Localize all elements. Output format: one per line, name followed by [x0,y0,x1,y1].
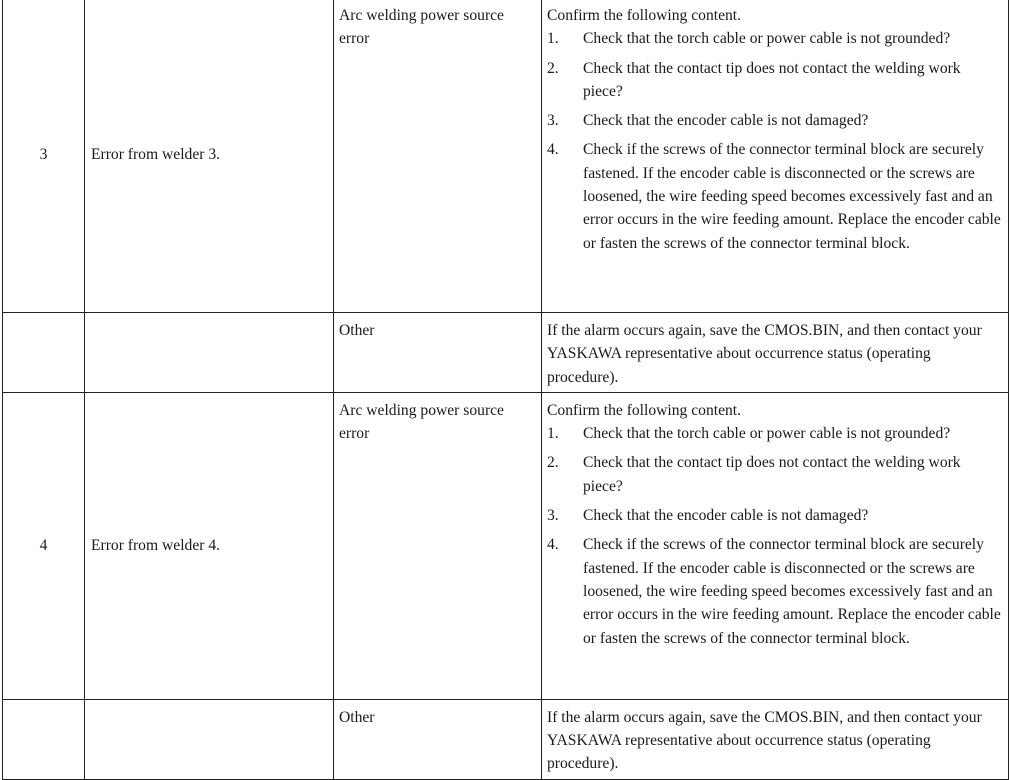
cause-text: Other [339,708,375,726]
check-item [547,422,1002,445]
table-row [3,313,1009,393]
check-number: 4. [547,141,559,159]
table-row [3,699,1009,779]
check-text: Check if the screws of the connector terminal block are securely fastened. If the encoder cable is disconnected or the screws are loosened, the wire feeding speed becomes excessively fast and an error occurs in the wire feeding amount. Replace the encoder cable or fasten the screws of the connector terminal block. [583,536,1001,647]
cause-text: Other [339,322,375,339]
check-number: 4. [547,536,559,554]
remedy-cell [542,313,1009,393]
cause-text: Arc welding power source error [339,7,504,48]
remedy-intro: Confirm the following content. [547,7,742,24]
check-number: 1. [547,30,559,48]
remedy-check-list [547,27,1002,255]
check-text: Check that the contact tip does not contact the welding work piece? [583,59,961,100]
sub-code-cell [3,0,85,313]
cause-cell [334,0,542,313]
table-row [3,392,1009,699]
empty-cell [3,313,85,393]
sub-code: 4 [39,537,48,555]
check-number: 2. [547,454,559,472]
check-number: 2. [547,59,559,77]
empty-cell [85,313,334,393]
check-text: Check that the encoder cable is not damaged? [583,112,869,130]
check-text: Check that the torch cable or power cable is not grounded? [583,425,951,443]
check-text: Check that the torch cable or power cable is not grounded? [583,30,951,48]
remedy-text: If the alarm occurs again, save the CMOS.BIN, and then contact your YASKAWA representative about occurrence status (operating procedure). [547,708,982,773]
check-item [547,109,1002,132]
remedy-intro: Confirm the following content. [547,401,742,419]
empty-cell [3,699,85,779]
remedy-check-list [547,422,1002,650]
sub-code: 3 [39,146,48,164]
check-text: Check that the contact tip does not contact the welding work piece? [583,454,961,495]
check-text: Check if the screws of the connector terminal block are securely fastened. If the encoder cable is disconnected or the screws are loosened, the wire feeding speed becomes excessively fast and an error occurs in the wire feeding amount. Replace the encoder cable or fasten the screws of the connector terminal block. [583,141,1001,252]
remedy-cell [542,0,1009,313]
sub-code-cell [3,392,85,699]
check-number: 3. [547,112,559,130]
remedy-cell [542,392,1009,699]
check-item [547,533,1002,649]
check-item [547,27,1002,50]
meaning-text: Error from welder 3. [91,146,221,164]
check-item [547,451,1002,498]
alarm-remedy-table [2,0,1009,780]
meaning-text: Error from welder 4. [91,537,221,555]
empty-cell [85,699,334,779]
check-number: 3. [547,507,559,525]
cause-text: Arc welding power source error [339,401,504,443]
remedy-text: If the alarm occurs again, save the CMOS.BIN, and then contact your YASKAWA representative about occurrence status (operating procedure). [547,322,982,386]
cause-cell [334,699,542,779]
check-item [547,138,1002,254]
check-item [547,504,1002,527]
check-text: Check that the encoder cable is not damaged? [583,507,869,525]
check-item [547,57,1002,104]
cause-cell [334,313,542,393]
table-row [3,0,1009,313]
check-number: 1. [547,425,559,443]
remedy-cell [542,699,1009,779]
cause-cell [334,392,542,699]
meaning-cell [85,392,334,699]
meaning-cell [85,0,334,313]
